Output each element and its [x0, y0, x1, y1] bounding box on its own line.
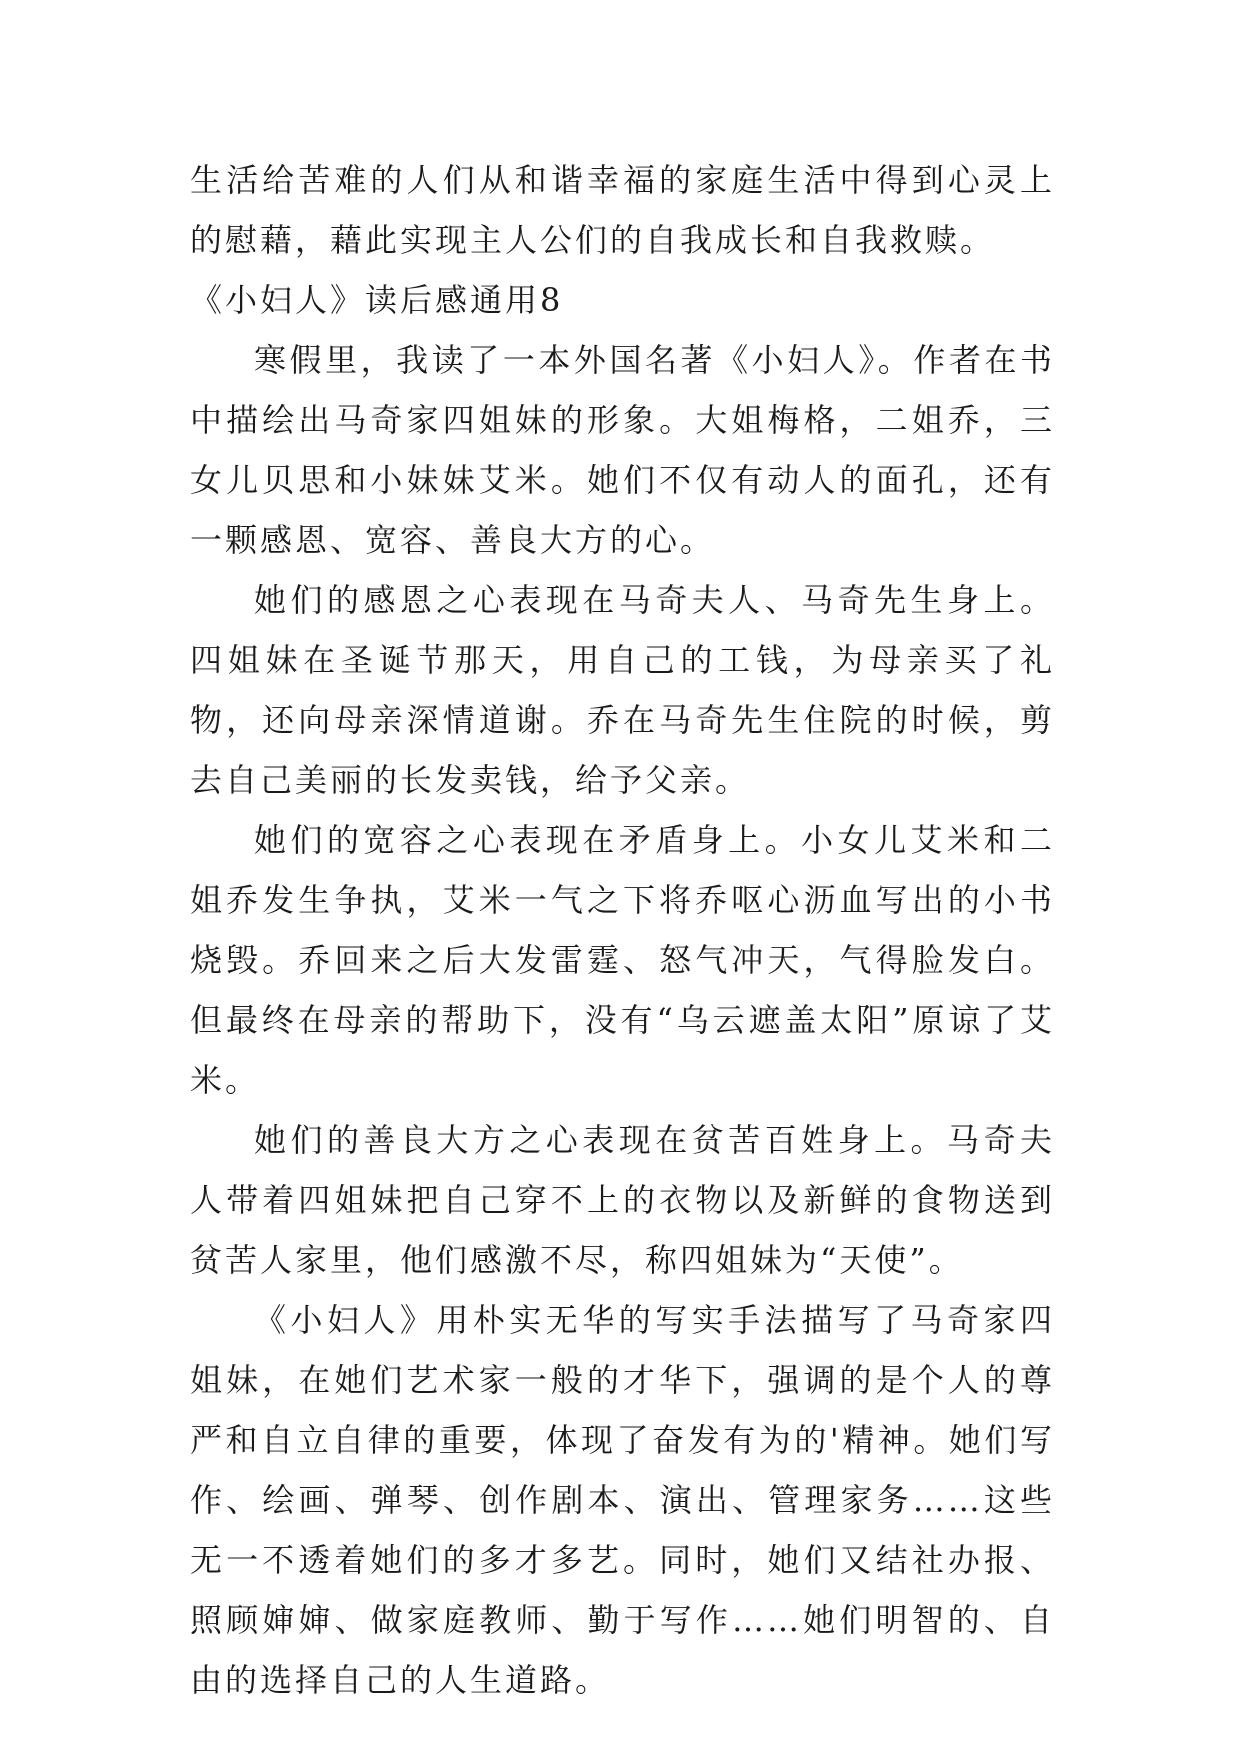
- paragraph: 寒假里，我读了一本外国名著《小妇人》。作者在书中描绘出马奇家四姐妹的形象。大姐梅格，二姐乔，三女儿贝思和小妹妹艾米。她们不仅有动人的面孔，还有一颗感恩、宽容、善良大方的心。: [190, 341, 1055, 559]
- paragraph: 她们的感恩之心表现在马奇夫人、马奇先生身上。四姐妹在圣诞节那天，用自己的工钱，为母亲买了礼物，还向母亲深情道谢。乔在马奇先生住院的时候，剪去自己美丽的长发卖钱，给予父亲。: [190, 581, 1055, 799]
- paragraph: 《小妇人》用朴实无华的写实手法描写了马奇家四姐妹，在她们艺术家一般的才华下，强调的是个人的尊严和自立自律的重要，体现了奋发有为的'精神。她们写作、绘画、弹琴、创作剧本、演出、管理家务……这些无一不透着她们的多才多艺。同时，她们又结社办报、照顾婶婶、做家庭教师、勤于写作……她们明智的、自由的选择自己的人生道路。: [190, 1301, 1055, 1699]
- document-body: [190, 150, 1055, 1710]
- paragraph: 她们的善良大方之心表现在贫苦百姓身上。马奇夫人带着四姐妹把自己穿不上的衣物以及新鲜的食物送到贫苦人家里，他们感激不尽，称四姐妹为“天使”。: [190, 1121, 1055, 1279]
- section-heading: 《小妇人》读后感通用8: [190, 281, 564, 319]
- paragraph: 她们的宽容之心表现在矛盾身上。小女儿艾米和二姐乔发生争执，艾米一气之下将乔呕心沥血写出的小书烧毁。乔回来之后大发雷霆、怒气冲天，气得脸发白。但最终在母亲的帮助下，没有“乌云遮盖太阳”原谅了艾米。: [190, 821, 1055, 1099]
- paragraph-continuation: 生活给苦难的人们从和谐幸福的家庭生活中得到心灵上的慰藉，藉此实现主人公们的自我成长和自我救赎。: [190, 161, 1055, 259]
